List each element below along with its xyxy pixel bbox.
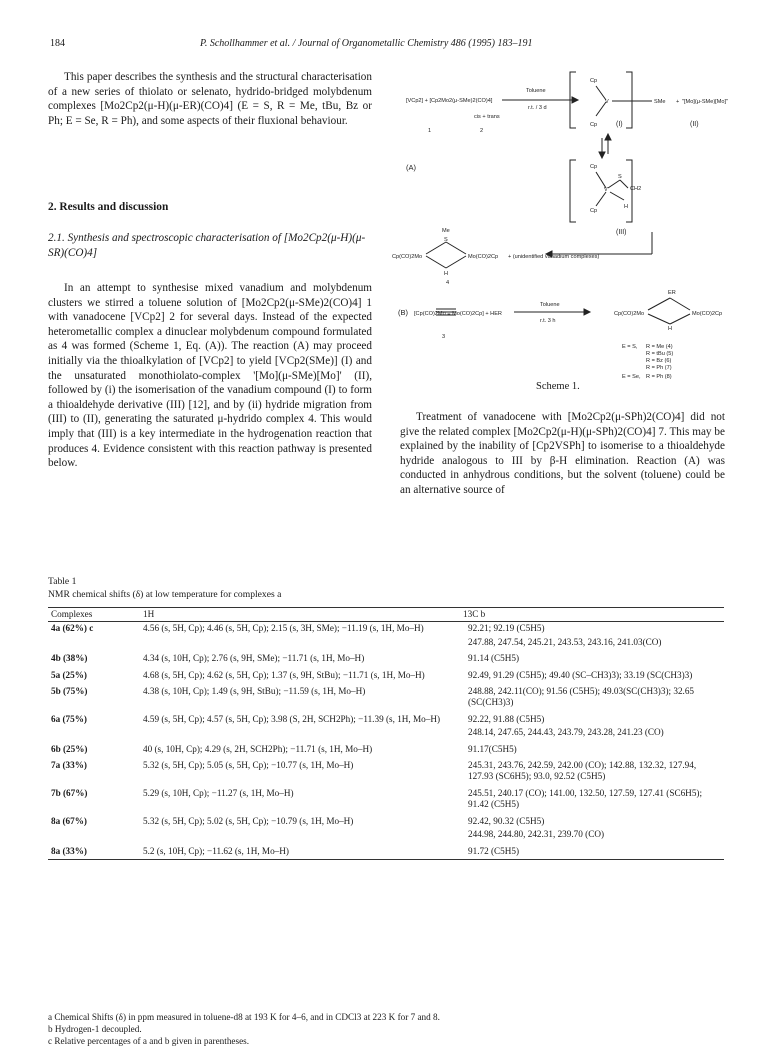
scheme-eq-a-isomers: cis + trans bbox=[474, 114, 500, 120]
body-paragraph-right: Treatment of vanadocene with [Mo2Cp2(μ-SPh)2(CO)4] did not give the related complex [Mo2Cp2(μ-H)(μ-SPh)2(CO)4] 7. This may be explained by the inability of [Cp2VSPh] to isomerise to a thioaldehyde hydride analogous to III by β-H elimination. Reaction (A) was conducted in anhydrous conditions, but the solvent (toluene) could be an alternative source of bbox=[400, 411, 725, 496]
table-row: 7a (33%) 5.32 (s, 5H, Cp); 5.05 (s, 5H, Cp); −10.77 (s, 1H, Mo–H) 245.31, 243.76, 242.59, 242.00 (CO); 142.88, 132.32, 127.94, 127.93 (SC6H5); 93.0, 92.52 (C5H5) bbox=[51, 760, 697, 782]
scheme-label-a: (A) bbox=[406, 163, 416, 172]
scheme-eq-a-conditions: r.t. / 3 d bbox=[528, 105, 547, 111]
scheme-series-item: R = tBu (5) bbox=[646, 351, 674, 357]
scheme-h-label: H bbox=[624, 204, 629, 210]
scheme-series-item: R = Ph (8) bbox=[646, 374, 672, 380]
scheme-cp-label: Cp bbox=[590, 122, 598, 128]
table-row: 5a (25%) 4.68 (s, 5H, Cp); 4.62 (s, 5H, Cp); 1.37 (s, 9H, StBu); −11.71 (s, 1H, Mo–H) 92.49, 91.29 (C5H5); 49.40 (SC–CH3)3); 33.19 (SC(CH3)3) bbox=[51, 669, 693, 680]
scheme-series-item: R = Ph (7) bbox=[646, 365, 672, 371]
scheme-eq-b-conditions: r.t. 3 h bbox=[540, 318, 556, 324]
scheme-ch2-label: CH2 bbox=[630, 186, 642, 192]
scheme-eq-b-reactant: [Cp(CO)2Mo ≡ Mo(CO)2Cp] + HER bbox=[414, 311, 502, 317]
scheme-label-III: (III) bbox=[616, 229, 627, 236]
section-title: 2. Results and discussion bbox=[48, 201, 169, 213]
scheme-cp-label: Cp bbox=[590, 208, 598, 214]
scheme-me-label: Me bbox=[442, 228, 450, 234]
scheme-series-item: R = Me (4) bbox=[646, 344, 673, 350]
scheme-moco2cp-label: Mo(CO)2Cp bbox=[692, 311, 723, 317]
scheme-caption: Scheme 1. bbox=[536, 381, 580, 392]
table-row: 5b (75%) 4.38 (s, 10H, Cp); 1.49 (s, 9H, StBu); −11.59 (s, 1H, Mo–H) 248.88, 242.11(CO); 91.56 (C5H5); 49.03(SC(CH3)3); 32.65 (SC(CH3)3) bbox=[51, 686, 695, 708]
scheme-eq-b-solvent: Toluene bbox=[540, 302, 560, 308]
intro-paragraph: This paper describes the synthesis and the structural characterisation of a new series of thiolato or selenato, hydrido-bridged molybdenum complexes [Mo2Cp2(μ-H)(μ-ER)(CO)4] (E = S, R = Me, tBu, Bz or Ph; E = Se, R = Ph), and some aspects of their fluxional behaviour. bbox=[48, 71, 372, 127]
page-number: 184 bbox=[50, 38, 65, 49]
scheme-sme-label: SMe bbox=[654, 99, 666, 105]
reaction-scheme-figure bbox=[390, 62, 730, 392]
table-label: Table 1 bbox=[48, 576, 77, 587]
scheme-compound-1: 1 bbox=[428, 128, 432, 134]
scheme-v-label: V bbox=[604, 187, 608, 193]
table-footnote-a: a Chemical Shifts (δ) in ppm measured in toluene-d8 at 193 K for 4–6, and in CDCl3 at 223 K for 7 and 8. bbox=[48, 1012, 440, 1022]
table-row: 248.14, 247.65, 244.43, 243.79, 243.28, 241.23 (CO) bbox=[468, 727, 664, 738]
scheme-cpco2mo-label: Cp(CO)2Mo bbox=[392, 254, 423, 260]
scheme-1 bbox=[390, 62, 730, 392]
scheme-unidentified: + (unidentified vanadium complexes) bbox=[508, 254, 600, 260]
table-row: 244.98, 244.80, 242.31, 239.70 (CO) bbox=[468, 829, 605, 840]
table-row: 4a (62%) c 4.56 (s, 5H, Cp); 4.46 (s, 5H, Cp); 2.15 (s, 3H, SMe); −11.19 (s, 1H, Mo–H) 92.21; 92.19 (C5H5) bbox=[51, 623, 545, 634]
scheme-label-I: (I) bbox=[616, 121, 623, 128]
scheme-h-label: H bbox=[668, 326, 673, 332]
scheme-label-II: (II) bbox=[690, 121, 699, 128]
scheme-cp-label: Cp bbox=[590, 78, 598, 84]
scheme-eq-a-solvent: Toluene bbox=[526, 88, 546, 94]
table-row: 8a (33%) 5.2 (s, 10H, Cp); −11.62 (s, 1H, Mo–H) 91.72 (C5H5) bbox=[48, 842, 724, 860]
nmr-table bbox=[48, 607, 724, 860]
table-row: 6a (75%) 4.59 (s, 5H, Cp); 4.57 (s, 5H, Cp); 3.98 (S, 2H, SCH2Ph); −11.39 (s, 1H, Mo–H) 92.22, 91.88 (C5H5) bbox=[51, 713, 545, 724]
scheme-s-label: S bbox=[444, 237, 448, 243]
table-header-complexes: Complexes bbox=[48, 608, 140, 622]
table-caption: NMR chemical shifts (δ) at low temperature for complexes a bbox=[48, 589, 282, 600]
table-row: 8a (67%) 5.32 (s, 5H, Cp); 5.02 (s, 5H, Cp); −10.79 (s, 1H, Mo–H) 92.42, 90.32 (C5H5) bbox=[51, 815, 545, 826]
table-header-13c: 13C b bbox=[460, 608, 724, 622]
scheme-series-item: R = Bz (6) bbox=[646, 358, 672, 364]
scheme-compound-2: 2 bbox=[480, 128, 484, 134]
scheme-label-b: (B) bbox=[398, 308, 408, 317]
scheme-eq-a-reactants: [VCp2] + [Cp2Mo2(μ-SMe)2(CO)4] bbox=[406, 98, 493, 104]
scheme-moco2cp-label: Mo(CO)2Cp bbox=[468, 254, 499, 260]
scheme-cpco2mo-label: Cp(CO)2Mo bbox=[614, 311, 645, 317]
table-footnote-b: b Hydrogen-1 decoupled. bbox=[48, 1024, 142, 1034]
table-row: 247.88, 247.54, 245.21, 243.53, 243.16, 241.03(CO) bbox=[468, 636, 662, 647]
table-row: 4b (38%) 4.34 (s, 10H, Cp); 2.76 (s, 9H, SMe); −11.71 (s, 1H, Mo–H) 91.14 (C5H5) bbox=[51, 653, 520, 664]
subsection-title: 2.1. Synthesis and spectroscopic characterisation of [Mo2Cp2(μ-H)(μ-SR)(CO)4] bbox=[48, 232, 366, 259]
scheme-mo-fragment: "[Mo](μ-SMe)[Mo]" bbox=[682, 99, 729, 105]
scheme-compound-4: 4 bbox=[446, 280, 450, 286]
scheme-plus: + bbox=[676, 99, 680, 105]
table-row: 6b (25%) 40 (s, 10H, Cp); 4.29 (s, 2H, SCH2Ph); −11.71 (s, 1H, Mo–H) 91.17(C5H5) bbox=[51, 743, 517, 754]
table-footnote-c: c Relative percentages of a and b given in parentheses. bbox=[48, 1036, 250, 1046]
scheme-series-se: E = Se, bbox=[622, 374, 641, 380]
scheme-cp-label: Cp bbox=[590, 164, 598, 170]
table-header-1h: 1H bbox=[140, 608, 460, 622]
scheme-s-label: S bbox=[618, 174, 622, 180]
scheme-h-label: H bbox=[444, 271, 449, 277]
scheme-er-label: ER bbox=[668, 290, 676, 296]
table-row: 7b (67%) 5.29 (s, 10H, Cp); −11.27 (s, 1H, Mo–H) 245.51, 240.17 (CO); 141.00, 132.50, 127.59, 127.41 (SC6H5); 91.42 (C5H5) bbox=[51, 787, 703, 810]
running-title: P. Schollhammer et al. / Journal of Organometallic Chemistry 486 (1995) 183–191 bbox=[200, 38, 533, 49]
scheme-series-s: E = S, bbox=[622, 344, 638, 350]
body-paragraph: In an attempt to synthesise mixed vanadium and molybdenum clusters we stirred a toluene solution of [Mo2Cp2(μ-SMe)2(CO)4] 1 with vanadocene [VCp2] 2 for several days. Instead of the expected heterometallic complex a dinuclear molybdenum compound formulated as 4 was formed (Scheme 1, Eq. (A)). The reaction (A) may proceed initially via the thioalkylation of [VCp2] to yield [VCp2(SMe)] (I) and the unsaturated monothiolato-complex '[Mo](μ-SMe)[Mo]' (II), followed by (i) the isomerisation of the vanadium compound (I) to form a thioaldehyde derivative (III) [12], and by (ii) hydride migration from (III) to (II), generating the saturated μ-hydrido complex 4. This would imply that (III) is a key intermediate in the hydrogenation reaction that produces 4. Evidence consistent with this reaction pathway is presented below. bbox=[48, 282, 372, 470]
scheme-v-label: V bbox=[605, 99, 609, 105]
scheme-compound-3: 3 bbox=[442, 334, 446, 340]
